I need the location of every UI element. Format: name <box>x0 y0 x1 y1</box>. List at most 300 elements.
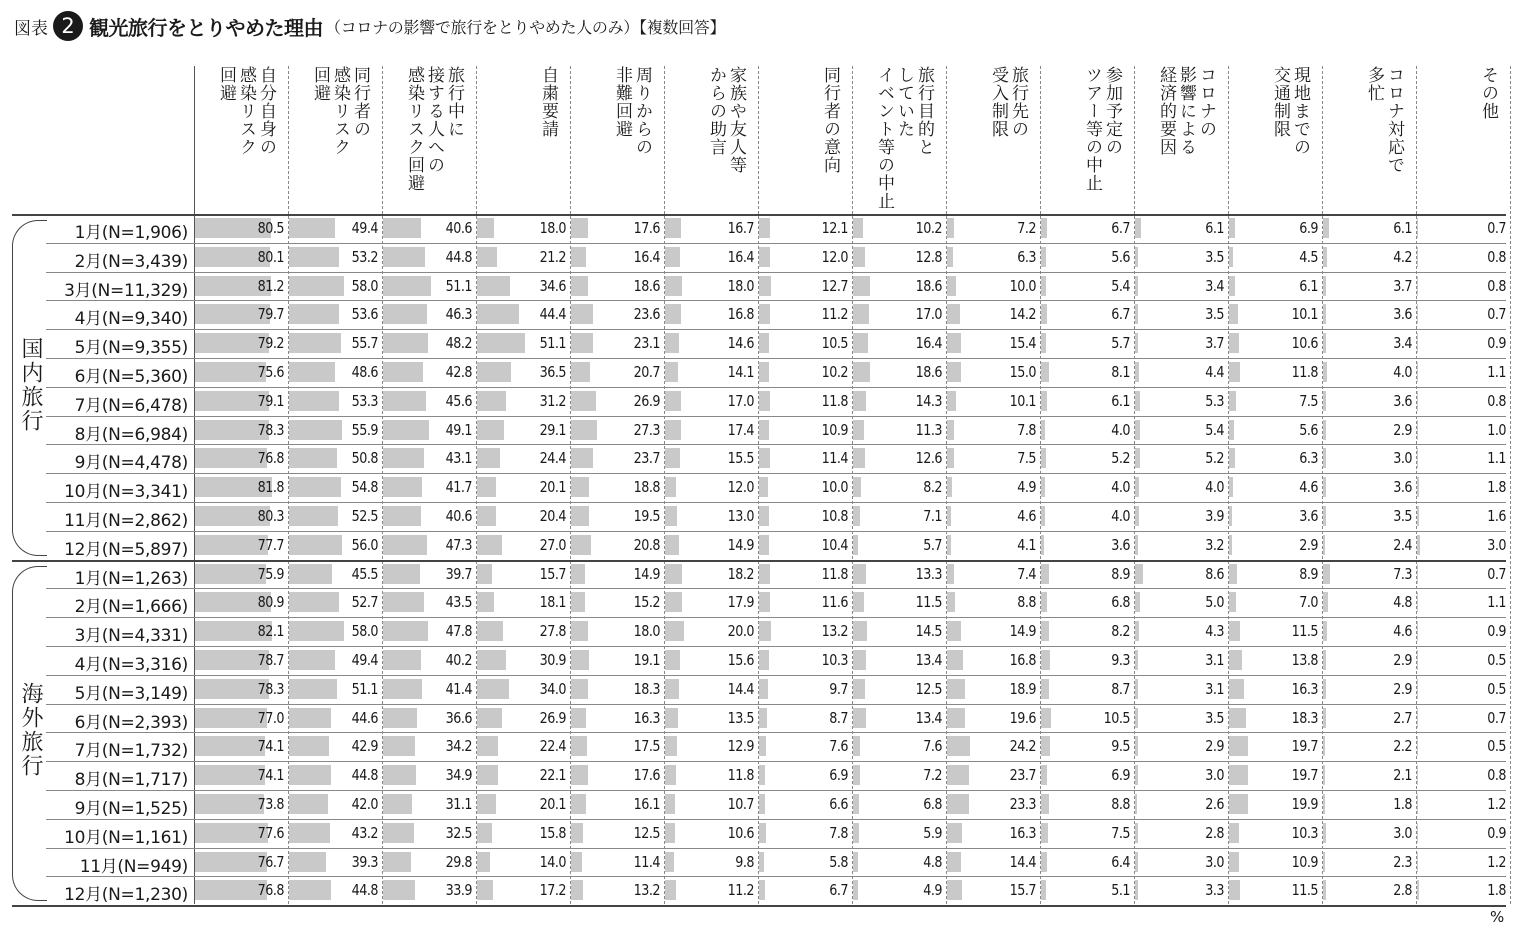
value-bar <box>947 391 956 411</box>
value-label: 10.3 <box>821 651 848 669</box>
value-bar <box>665 736 677 756</box>
value-bar <box>1135 535 1138 555</box>
value-label: 34.6 <box>539 276 566 295</box>
value-bar <box>571 823 583 843</box>
value-label: 17.2 <box>539 881 566 900</box>
value-label: 49.4 <box>351 219 378 237</box>
value-label: 2.9 <box>1393 651 1412 669</box>
row-label: 6月(N=5,360) <box>74 367 188 387</box>
value-label: 14.4 <box>727 679 754 698</box>
value-bar <box>1417 535 1420 555</box>
value-label: 42.0 <box>351 795 378 813</box>
value-bar <box>1417 592 1418 612</box>
value-label: 15.2 <box>633 593 660 612</box>
value-bar <box>947 276 956 296</box>
value-label: 41.7 <box>445 478 472 497</box>
value-bar <box>853 535 858 555</box>
value-bar <box>1135 880 1138 900</box>
value-bar <box>759 679 768 699</box>
value-label: 51.1 <box>445 276 472 295</box>
value-label: 6.6 <box>829 795 848 813</box>
column-header <box>570 66 664 206</box>
value-bar <box>571 880 583 900</box>
row-divider-line <box>46 243 1506 244</box>
value-label: 44.8 <box>351 766 378 785</box>
value-bar <box>1041 276 1046 296</box>
value-label: 1.1 <box>1487 449 1506 468</box>
value-bar <box>1135 823 1138 843</box>
value-label: 10.6 <box>727 823 754 842</box>
value-label: 8.8 <box>1017 593 1036 612</box>
value-label: 3.0 <box>1393 823 1412 842</box>
value-label: 0.7 <box>1487 708 1506 727</box>
value-label: 5.2 <box>1205 449 1224 468</box>
row-label: 6月(N=2,393) <box>74 712 188 733</box>
value-label: 2.4 <box>1393 535 1412 554</box>
value-bar <box>759 765 765 785</box>
value-bar <box>1135 333 1138 353</box>
value-bar <box>1417 247 1418 267</box>
value-bar <box>1041 765 1047 785</box>
value-label: 10.1 <box>1009 391 1036 410</box>
value-label: 7.5 <box>1017 449 1036 468</box>
value-label: 11.2 <box>727 881 754 900</box>
value-label: 1.8 <box>1487 478 1506 497</box>
title-main: 観光旅行をとりやめた理由 <box>89 15 323 40</box>
row-divider-line <box>46 300 1506 301</box>
value-label: 0.7 <box>1487 564 1506 583</box>
column-header-label: 自分自身の 感染リスク 回避 <box>216 66 276 156</box>
value-bar <box>1135 304 1138 324</box>
value-label: 20.1 <box>539 478 566 497</box>
value-bar <box>1229 650 1242 670</box>
value-label: 12.6 <box>915 449 942 468</box>
value-bar <box>1323 535 1325 555</box>
value-bar <box>1135 621 1139 641</box>
row-label: 5月(N=3,149) <box>74 683 188 704</box>
value-bar <box>1041 564 1049 584</box>
value-label: 18.6 <box>633 276 660 295</box>
value-bar <box>947 448 954 468</box>
value-bar <box>853 650 866 670</box>
value-label: 2.8 <box>1205 823 1224 842</box>
value-bar <box>1417 391 1418 411</box>
value-label: 4.1 <box>1017 535 1036 554</box>
value-label: 3.6 <box>1393 305 1412 324</box>
value-label: 46.3 <box>445 305 472 324</box>
value-label: 76.8 <box>257 449 284 468</box>
value-bar <box>665 880 676 900</box>
value-label: 13.4 <box>915 651 942 669</box>
value-label: 2.8 <box>1393 881 1412 900</box>
value-label: 53.3 <box>351 391 378 410</box>
column-header-label: 旅行先の 受入制限 <box>988 66 1028 138</box>
value-label: 8.7 <box>1111 679 1130 698</box>
value-label: 48.6 <box>351 363 378 381</box>
figure-prefix: 図表 <box>14 18 48 39</box>
column-header-label: 旅行中に 接する人への 感染リスク回避 <box>404 66 464 192</box>
value-label: 13.3 <box>915 564 942 583</box>
value-label: 8.8 <box>1111 795 1130 813</box>
value-bar <box>853 420 864 440</box>
figure-number-badge: 2 <box>53 11 83 41</box>
value-bar <box>1041 218 1047 238</box>
value-label: 23.3 <box>1009 795 1036 813</box>
value-label: 14.9 <box>633 564 660 583</box>
value-label: 78.7 <box>257 651 284 669</box>
value-bar <box>853 765 860 785</box>
value-bar <box>665 477 676 497</box>
column-header-label: 旅行目的と していた イベント等の中止 <box>874 66 934 210</box>
column-header-label: その他 <box>1478 66 1498 120</box>
value-bar <box>1323 333 1326 353</box>
value-bar <box>1417 362 1418 382</box>
value-bar <box>853 880 858 900</box>
value-label: 4.9 <box>1017 478 1036 497</box>
row-divider-line <box>46 531 1506 532</box>
value-label: 11.5 <box>915 593 942 612</box>
value-bar <box>1323 506 1326 526</box>
value-label: 24.2 <box>1009 737 1036 756</box>
row-label: 12月(N=5,897) <box>64 539 188 560</box>
value-label: 5.6 <box>1111 247 1130 266</box>
value-label: 26.9 <box>633 391 660 410</box>
column-header-label: 現地までの 交通制限 <box>1270 66 1310 156</box>
value-bar <box>1417 880 1419 900</box>
row-label: 3月(N=4,331) <box>74 626 188 647</box>
value-label: 29.1 <box>539 420 566 439</box>
value-label: 11.2 <box>821 305 848 324</box>
value-label: 11.5 <box>1291 622 1318 641</box>
value-label: 22.4 <box>539 737 566 756</box>
value-label: 5.7 <box>923 535 942 554</box>
value-label: 53.2 <box>351 247 378 266</box>
value-label: 18.0 <box>633 622 660 641</box>
value-label: 47.3 <box>445 535 472 554</box>
value-bar <box>947 564 954 584</box>
value-bar <box>1323 420 1326 440</box>
value-label: 0.8 <box>1487 247 1506 266</box>
row-label: 3月(N=11,329) <box>64 280 188 301</box>
value-label: 34.0 <box>539 679 566 698</box>
value-label: 8.1 <box>1111 363 1130 381</box>
value-label: 4.0 <box>1393 363 1412 381</box>
value-label: 20.0 <box>727 622 754 641</box>
value-bar <box>759 621 771 641</box>
value-label: 2.1 <box>1393 766 1412 785</box>
value-label: 4.2 <box>1393 247 1412 266</box>
value-label: 4.8 <box>1393 593 1412 612</box>
value-label: 42.9 <box>351 737 378 756</box>
value-label: 39.3 <box>351 852 378 871</box>
row-divider-line <box>46 502 1506 503</box>
value-bar <box>1135 506 1139 526</box>
group-label: 海外旅行 <box>18 682 43 779</box>
value-label: 1.1 <box>1487 593 1506 612</box>
value-label: 7.3 <box>1393 564 1412 583</box>
value-label: 12.8 <box>915 247 942 266</box>
value-label: 77.7 <box>257 535 284 554</box>
value-label: 19.5 <box>633 507 660 525</box>
value-bar <box>759 564 770 584</box>
value-bar <box>1323 391 1326 411</box>
row-label: 2月(N=3,439) <box>74 251 188 272</box>
value-label: 78.3 <box>257 679 284 698</box>
value-label: 3.9 <box>1205 507 1224 525</box>
value-bar <box>1417 621 1418 641</box>
value-label: 11.8 <box>821 391 848 410</box>
value-label: 2.9 <box>1393 679 1412 698</box>
value-bar <box>1417 276 1418 296</box>
value-bar <box>1417 448 1418 468</box>
value-label: 27.0 <box>539 535 566 554</box>
column-header-label: コロナの 影響による 経済的要因 <box>1156 66 1216 156</box>
value-bar <box>571 852 582 872</box>
value-label: 14.0 <box>539 852 566 871</box>
group-label: 国内旅行 <box>18 336 43 433</box>
column-divider <box>1510 66 1511 904</box>
row-divider-line <box>46 790 1506 791</box>
value-bar <box>759 477 768 497</box>
value-label: 5.0 <box>1205 593 1224 612</box>
value-bar <box>1041 823 1048 843</box>
value-label: 10.5 <box>1103 708 1130 727</box>
value-bar <box>1135 708 1138 728</box>
value-label: 11.4 <box>633 852 660 871</box>
column-header <box>1134 66 1228 206</box>
value-bar <box>1229 506 1232 526</box>
value-bar <box>759 362 769 382</box>
column-header-label: 周りからの 非難回避 <box>612 66 652 156</box>
row-divider-line <box>46 358 1506 359</box>
row-label: 8月(N=1,717) <box>74 770 188 791</box>
value-label: 3.5 <box>1205 247 1224 266</box>
value-bar <box>947 506 951 526</box>
column-header <box>288 66 382 206</box>
row-label: 10月(N=1,161) <box>64 827 188 848</box>
value-label: 44.8 <box>445 247 472 266</box>
value-bar <box>1229 304 1238 324</box>
value-bar <box>1041 852 1047 872</box>
value-label: 1.8 <box>1487 881 1506 900</box>
column-header <box>382 66 476 206</box>
value-label: 54.8 <box>351 478 378 497</box>
value-bar <box>853 708 866 728</box>
value-label: 80.3 <box>257 507 284 525</box>
value-label: 40.6 <box>445 219 472 237</box>
value-label: 6.1 <box>1111 391 1130 410</box>
value-bar <box>759 304 770 324</box>
value-label: 7.6 <box>923 737 942 756</box>
value-bar <box>759 247 770 267</box>
row-label: 1月(N=1,906) <box>74 223 188 243</box>
value-bar <box>1041 247 1046 267</box>
value-label: 11.8 <box>1291 363 1318 381</box>
value-label: 18.0 <box>727 276 754 295</box>
row-divider-line <box>46 272 1506 273</box>
value-label: 17.6 <box>633 219 660 237</box>
value-label: 14.6 <box>727 334 754 353</box>
value-label: 2.3 <box>1393 852 1412 871</box>
value-label: 6.4 <box>1111 852 1130 871</box>
value-bar <box>477 852 490 872</box>
value-bar <box>1135 679 1138 699</box>
value-label: 15.0 <box>1009 363 1036 381</box>
value-label: 5.6 <box>1299 420 1318 439</box>
group-divider-line <box>12 560 1506 562</box>
value-bar <box>1135 420 1140 440</box>
value-label: 16.1 <box>633 795 660 813</box>
value-bar <box>1041 535 1044 555</box>
column-header <box>194 66 288 206</box>
value-label: 81.2 <box>257 276 284 295</box>
column-header <box>476 66 570 206</box>
value-bar <box>1417 420 1418 440</box>
value-label: 4.3 <box>1205 622 1224 641</box>
value-bar <box>853 218 863 238</box>
value-label: 15.6 <box>727 651 754 669</box>
header-bottom-line <box>12 214 1506 216</box>
value-label: 44.6 <box>351 708 378 727</box>
value-label: 2.9 <box>1205 737 1224 756</box>
value-label: 5.4 <box>1111 276 1130 295</box>
value-label: 12.5 <box>915 679 942 698</box>
value-label: 6.3 <box>1299 449 1318 468</box>
value-bar <box>947 852 961 872</box>
value-label: 8.9 <box>1111 564 1130 583</box>
value-label: 9.5 <box>1111 737 1130 756</box>
row-label: 2月(N=1,666) <box>74 597 188 618</box>
value-label: 7.8 <box>1017 420 1036 439</box>
row-label: 9月(N=1,525) <box>74 799 188 819</box>
value-label: 13.0 <box>727 507 754 525</box>
value-label: 3.4 <box>1205 276 1224 295</box>
value-label: 11.8 <box>727 766 754 785</box>
value-bar <box>759 880 765 900</box>
value-bar <box>853 736 860 756</box>
value-bar <box>1417 218 1418 238</box>
value-label: 77.0 <box>257 708 284 727</box>
value-label: 7.0 <box>1299 593 1318 612</box>
value-bar <box>1135 391 1140 411</box>
value-label: 17.4 <box>727 420 754 439</box>
value-label: 58.0 <box>351 622 378 641</box>
value-bar <box>1041 362 1049 382</box>
value-bar <box>1135 362 1139 382</box>
value-bar <box>1041 794 1049 814</box>
value-bar <box>1041 592 1047 612</box>
value-label: 23.6 <box>633 305 660 324</box>
value-bar <box>1417 852 1418 872</box>
value-label: 11.4 <box>821 449 848 468</box>
value-label: 45.5 <box>351 564 378 583</box>
value-bar <box>853 564 866 584</box>
value-bar <box>1229 880 1240 900</box>
value-bar <box>1229 218 1235 238</box>
value-bar <box>1323 304 1326 324</box>
value-label: 18.9 <box>1009 679 1036 698</box>
value-label: 18.3 <box>633 679 660 698</box>
title-sub: （コロナの影響で旅行をとりやめた人のみ）【複数回答】 <box>325 17 726 37</box>
value-label: 13.2 <box>633 881 660 900</box>
value-label: 1.6 <box>1487 507 1506 525</box>
value-label: 36.5 <box>539 363 566 381</box>
value-label: 80.9 <box>257 593 284 612</box>
value-label: 4.4 <box>1205 363 1224 381</box>
value-bar <box>1417 506 1419 526</box>
value-label: 10.0 <box>1009 276 1036 295</box>
row-divider-line <box>46 588 1506 589</box>
row-label: 7月(N=1,732) <box>74 741 188 762</box>
value-label: 4.5 <box>1299 247 1318 266</box>
value-label: 10.6 <box>1291 334 1318 353</box>
value-bar <box>1229 477 1233 497</box>
value-label: 17.0 <box>915 305 942 324</box>
value-bar <box>1323 247 1327 267</box>
value-label: 0.7 <box>1487 305 1506 324</box>
value-label: 5.8 <box>829 852 848 871</box>
value-bar <box>1229 333 1239 353</box>
value-bar <box>759 448 770 468</box>
value-bar <box>1417 304 1418 324</box>
value-bar <box>1135 765 1138 785</box>
value-label: 6.9 <box>1111 766 1130 785</box>
row-divider-line <box>46 675 1506 676</box>
value-bar <box>759 592 770 612</box>
value-label: 14.1 <box>727 363 754 381</box>
value-label: 6.7 <box>1111 219 1130 237</box>
value-label: 3.6 <box>1393 391 1412 410</box>
value-label: 53.6 <box>351 305 378 324</box>
value-label: 17.0 <box>727 391 754 410</box>
value-label: 17.9 <box>727 593 754 612</box>
value-bar <box>853 391 866 411</box>
value-label: 3.0 <box>1487 535 1506 554</box>
value-bar <box>1229 448 1235 468</box>
value-label: 23.7 <box>633 449 660 468</box>
row-divider-line <box>46 848 1506 849</box>
value-label: 3.7 <box>1205 334 1224 353</box>
value-label: 20.8 <box>633 535 660 554</box>
value-label: 74.1 <box>257 737 284 756</box>
value-bar <box>1323 765 1325 785</box>
value-bar <box>853 592 864 612</box>
value-label: 5.7 <box>1111 334 1130 353</box>
column-header <box>758 66 852 206</box>
row-label: 8月(N=6,984) <box>74 424 188 445</box>
value-label: 6.3 <box>1017 247 1036 266</box>
value-bar <box>1229 592 1236 612</box>
value-bar <box>1229 621 1240 641</box>
value-label: 1.8 <box>1393 795 1412 813</box>
column-header-label: コロナ対応で 多忙 <box>1364 66 1404 174</box>
value-label: 16.8 <box>727 305 754 324</box>
row-label: 7月(N=6,478) <box>74 395 188 416</box>
value-bar <box>947 247 953 267</box>
value-label: 16.4 <box>633 247 660 266</box>
value-bar <box>665 794 675 814</box>
value-label: 18.2 <box>727 564 754 583</box>
value-label: 20.4 <box>539 507 566 525</box>
value-label: 75.9 <box>257 564 284 583</box>
value-label: 16.8 <box>1009 651 1036 669</box>
value-label: 14.3 <box>915 391 942 410</box>
column-header-label: 同行者の 感染リスク 回避 <box>310 66 370 156</box>
value-bar <box>1323 736 1325 756</box>
value-label: 3.6 <box>1299 507 1318 525</box>
value-label: 7.2 <box>923 766 942 785</box>
value-bar <box>1135 852 1138 872</box>
